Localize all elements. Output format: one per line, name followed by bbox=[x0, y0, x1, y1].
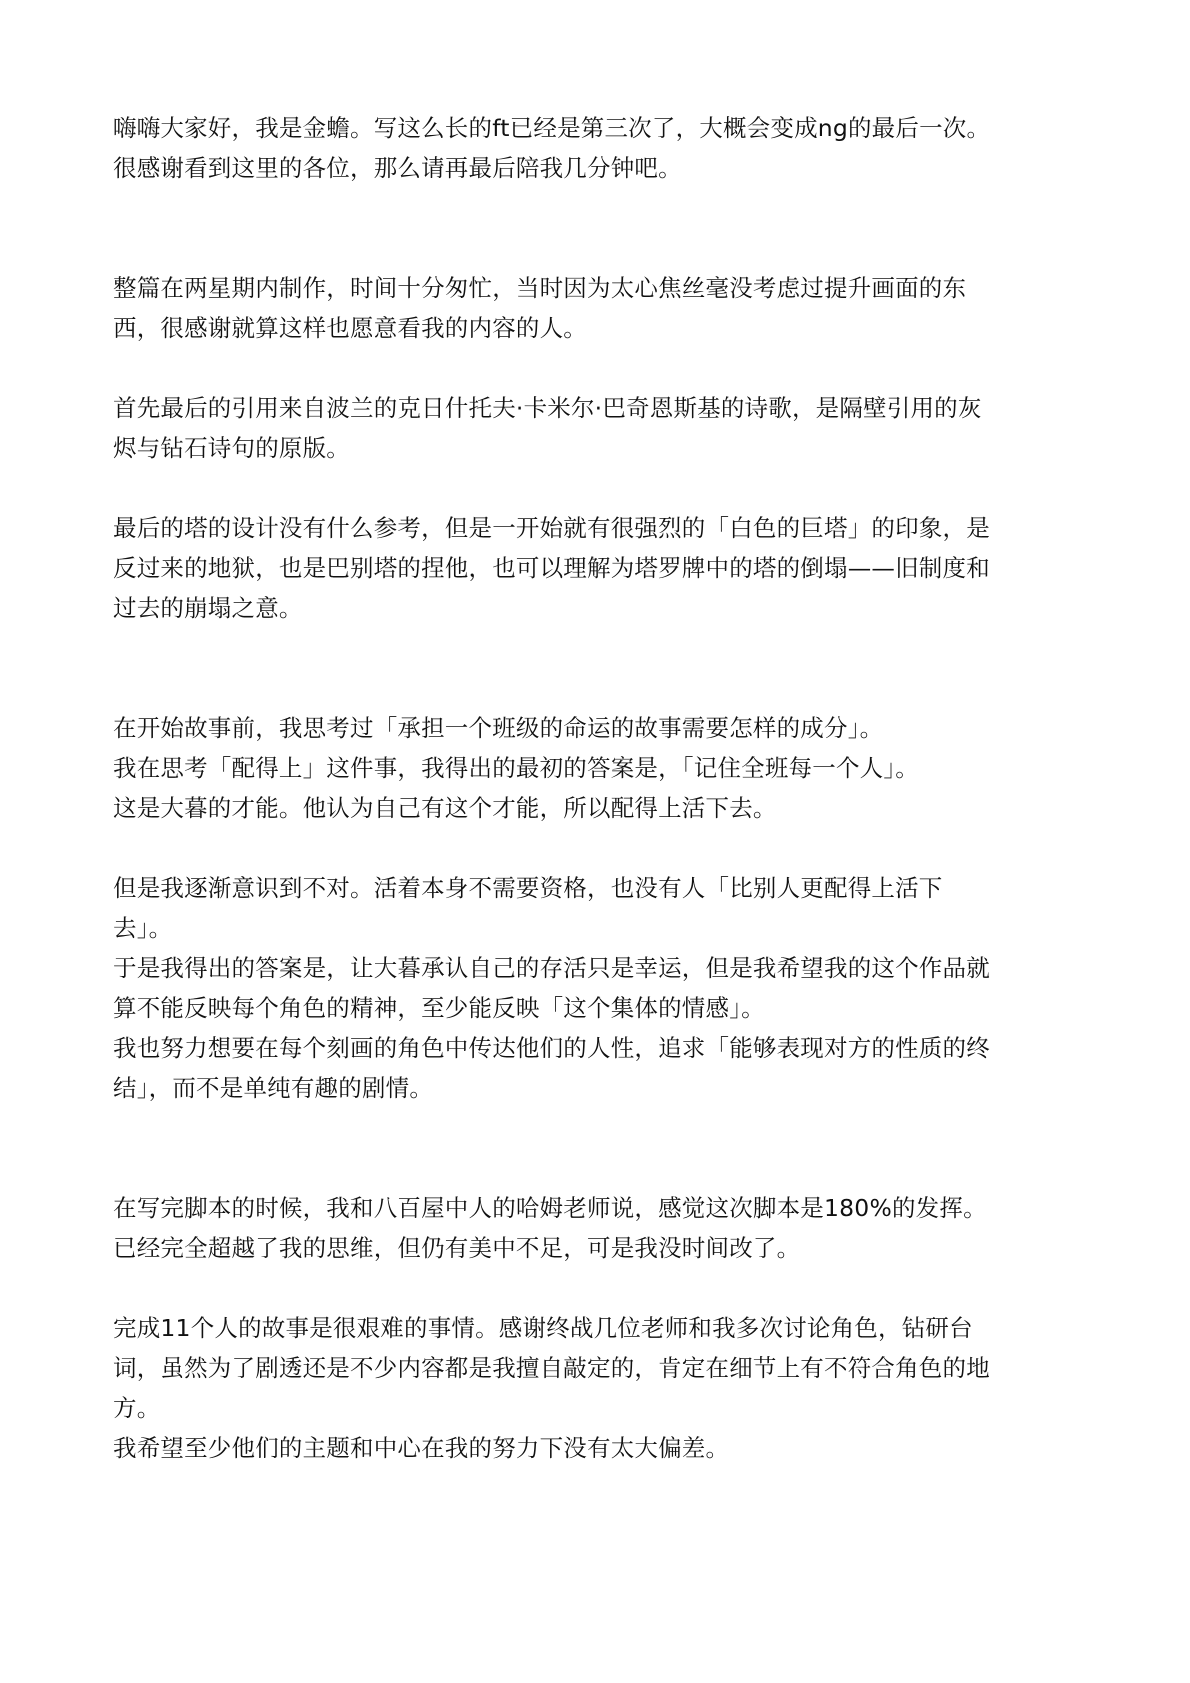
text-line: 反过来的地狱，也是巴别塔的捏他，也可以理解为塔罗牌中的塔的倒塌——旧制度和 bbox=[113, 554, 990, 582]
paragraph-quote-source bbox=[113, 388, 1093, 468]
paragraph-story-start bbox=[113, 708, 1093, 828]
text-line: 首先最后的引用来自波兰的克日什托夫·卡米尔·巴奇恩斯基的诗歌，是隔壁引用的灰 bbox=[113, 394, 982, 422]
paragraph-realization bbox=[113, 868, 1093, 1108]
text-line: 这是大暮的才能。他认为自己有这个才能，所以配得上活下去。 bbox=[113, 794, 777, 822]
text-line: 整篇在两星期内制作，时间十分匆忙，当时因为太心焦丝毫没考虑过提升画面的东 bbox=[113, 274, 967, 302]
text-line: 完成11个人的故事是很艰难的事情。感谢终战几位老师和我多次讨论角色，钻研台 bbox=[113, 1314, 973, 1342]
text-line: 结」，而不是单纯有趣的剧情。 bbox=[113, 1074, 434, 1102]
paragraph-spacer bbox=[113, 188, 1093, 268]
document-page bbox=[113, 108, 1093, 1468]
text-line: 算不能反映每个角色的精神，至少能反映「这个集体的情感」。 bbox=[113, 994, 765, 1022]
text-line: 去」。 bbox=[113, 914, 173, 942]
paragraph-production bbox=[113, 268, 1093, 348]
text-line: 我希望至少他们的主题和中心在我的努力下没有太大偏差。 bbox=[113, 1434, 730, 1462]
text-line: 我也努力想要在每个刻画的角色中传达他们的人性，追求「能够表现对方的性质的终 bbox=[113, 1034, 990, 1062]
paragraph-spacer bbox=[113, 1268, 1093, 1308]
text-line: 已经完全超越了我的思维，但仍有美中不足，可是我没时间改了。 bbox=[113, 1234, 801, 1262]
text-line: 我在思考「配得上」这件事，我得出的最初的答案是，「记住全班每一个人」。 bbox=[113, 754, 919, 782]
paragraph-tower-design bbox=[113, 508, 1093, 628]
text-line: 西，很感谢就算这样也愿意看我的内容的人。 bbox=[113, 314, 587, 342]
text-line: 方。 bbox=[113, 1394, 161, 1422]
paragraph-script-complete bbox=[113, 1188, 1093, 1268]
text-line: 嗨嗨大家好，我是金蟾。写这么长的ft已经是第三次了，大概会变成ng的最后一次。 bbox=[113, 114, 991, 142]
text-line: 很感谢看到这里的各位，那么请再最后陪我几分钟吧。 bbox=[113, 154, 682, 182]
paragraph-spacer bbox=[113, 1108, 1093, 1188]
text-line: 但是我逐渐意识到不对。活着本身不需要资格，也没有人「比别人更配得上活下 bbox=[113, 874, 943, 902]
paragraph-thanks bbox=[113, 1308, 1093, 1468]
paragraph-spacer bbox=[113, 348, 1093, 388]
text-line: 在开始故事前，我思考过「承担一个班级的命运的故事需要怎样的成分」。 bbox=[113, 714, 884, 742]
paragraph-spacer bbox=[113, 628, 1093, 708]
paragraph-spacer bbox=[113, 468, 1093, 508]
paragraph-spacer bbox=[113, 828, 1093, 868]
text-line: 于是我得出的答案是，让大暮承认自己的存活只是幸运，但是我希望我的这个作品就 bbox=[113, 954, 990, 982]
text-line: 过去的崩塌之意。 bbox=[113, 594, 303, 622]
paragraph-greeting bbox=[113, 108, 1093, 188]
text-line: 最后的塔的设计没有什么参考，但是一开始就有很强烈的「白色的巨塔」的印象，是 bbox=[113, 514, 990, 542]
text-line: 在写完脚本的时候，我和八百屋中人的哈姆老师说，感觉这次脚本是180%的发挥。 bbox=[113, 1194, 987, 1222]
text-line: 词，虽然为了剧透还是不少内容都是我擅自敲定的，肯定在细节上有不符合角色的地 bbox=[113, 1354, 990, 1382]
text-line: 烬与钻石诗句的原版。 bbox=[113, 434, 350, 462]
